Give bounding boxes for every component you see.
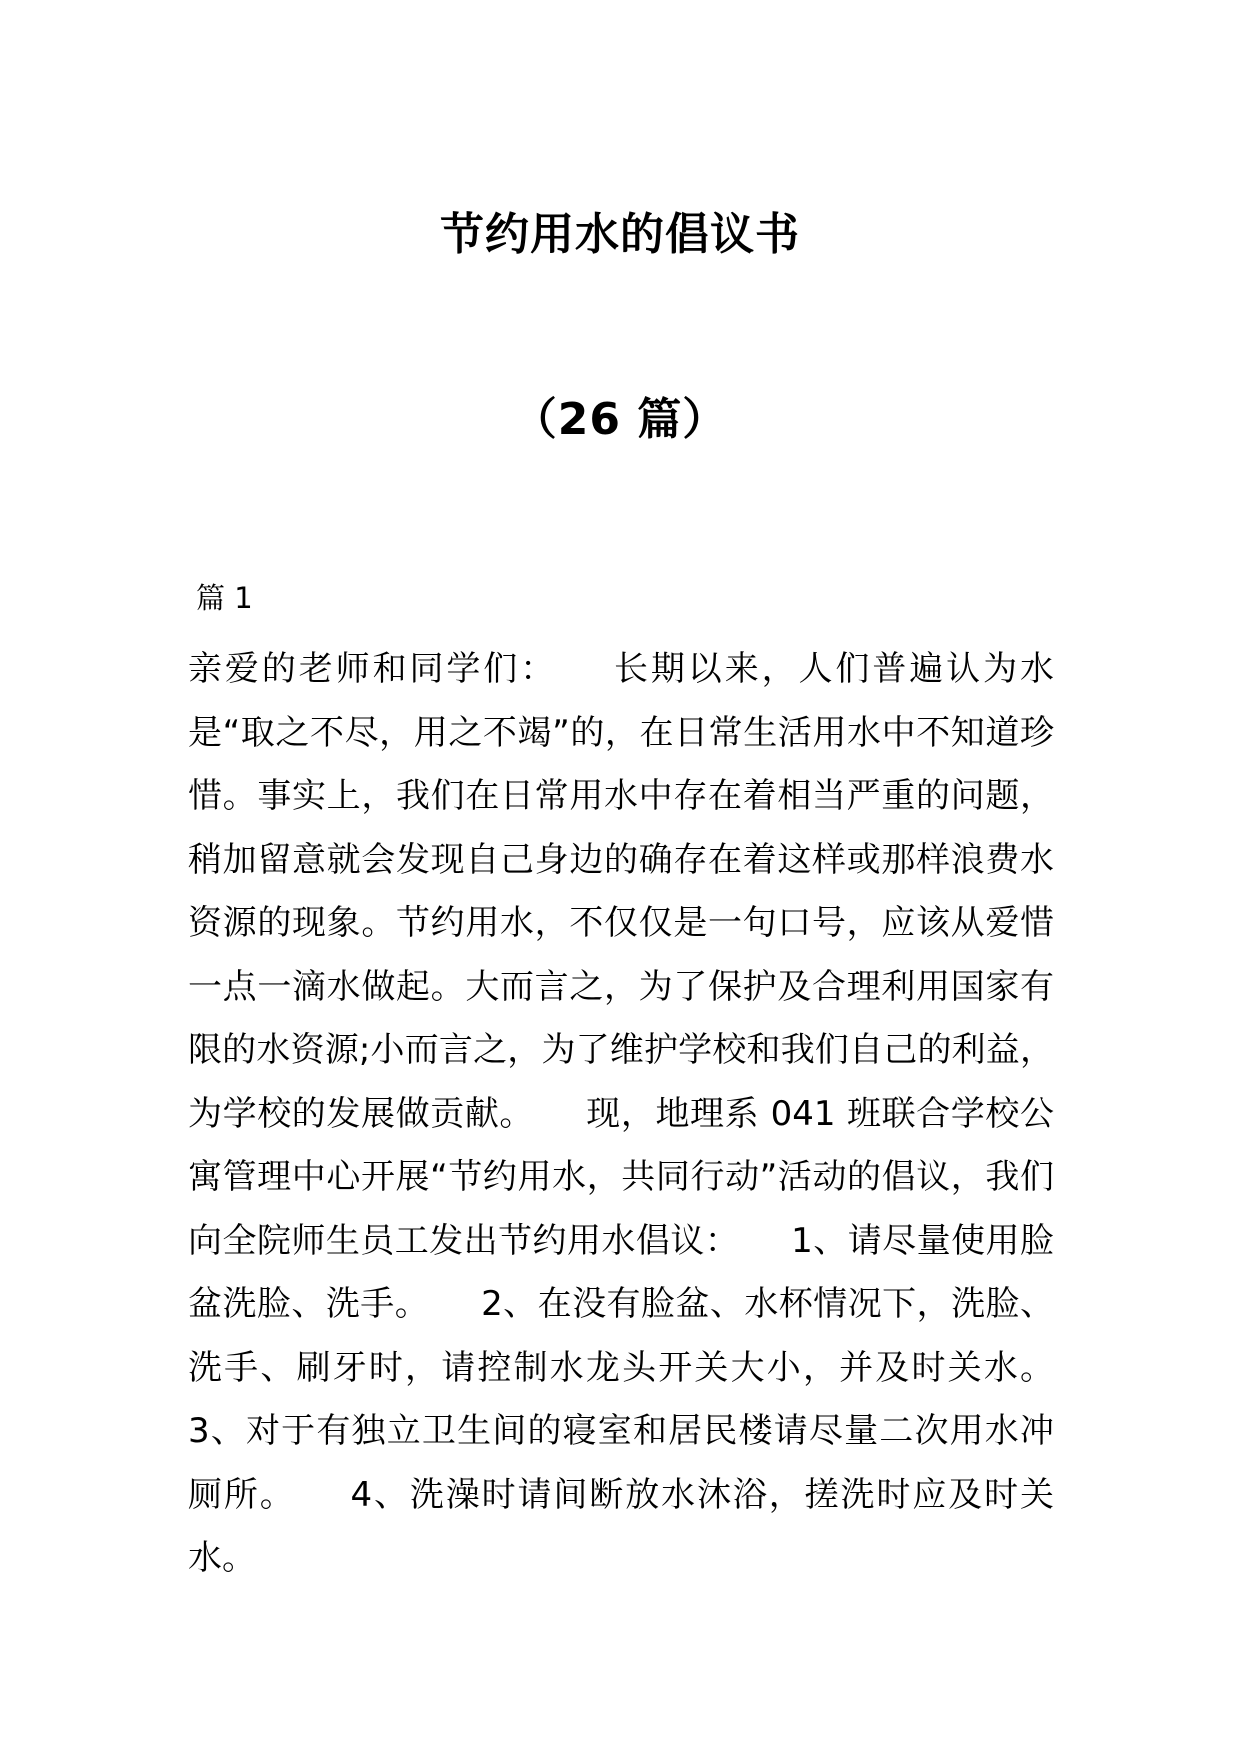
body-paragraph: 亲爱的老师和同学们： 长期以来，人们普遍认为水是“取之不尽，用之不竭”的，在日常生活用水中不知道珍惜。事实上，我们在日常用水中存在着相当严重的问题，稍加留意就会发现自己身边的确存在着这样或那样浪费水资源的现象。节约用水，不仅仅是一句口号，应该从爱惜一点一滴水做起。大而言之，为了保护及合理利用国家有限的水资源;小而言之，为了维护学校和我们自己的利益，为学校的发展做贡献。 现，地理系 041 班联合学校公寓管理中心开展“节约用水，共同行动”活动的倡议，我们向全院师生员工发出节约用水倡议： 1、请尽量使用脸盆洗脸、洗手。 2、在没有脸盆、水杯情况下，洗脸、洗手、刷牙时，请控制水龙头开关大小，并及时关水。3、对于有独立卫生间的寝室和居民楼请尽量二次用水冲厕所。 4、洗澡时请间断放水沐浴，搓洗时应及时关水。 bbox=[188, 649, 1054, 1578]
document-title: 节约用水的倡议书 bbox=[440, 209, 800, 260]
section-label: 篇 1 bbox=[196, 581, 253, 615]
document-subtitle: （26 篇） bbox=[512, 394, 728, 445]
